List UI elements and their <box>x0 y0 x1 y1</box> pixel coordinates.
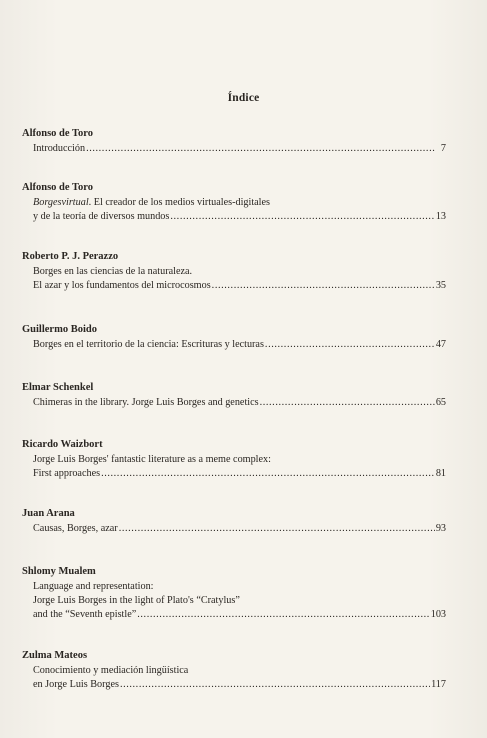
entry-title-italic: Borgesvirtual <box>33 197 89 208</box>
toc-entry <box>22 128 446 156</box>
entry-title-text: . El creador de los medios virtuales-digitales <box>88 197 270 208</box>
entry-title-line <box>22 196 446 210</box>
entry-page-number: 35 <box>435 280 446 291</box>
entry-title-line <box>22 580 446 594</box>
entry-title-text: El azar y los fundamentos del microcosmos <box>33 280 211 291</box>
entry-title-text: Jorge Luis Borges in the light of Plato's “Cratylus” <box>33 595 240 606</box>
entry-title-line <box>22 210 446 224</box>
entry-author: Juan Arana <box>22 508 75 519</box>
leader-dots <box>170 210 434 224</box>
entry-title-line <box>22 338 446 352</box>
entry-title-text: Language and representation: <box>33 581 154 592</box>
entry-author: Zulma Mateos <box>22 650 88 661</box>
entry-title-text: Causas, Borges, azar <box>33 523 118 534</box>
entry-title-text: y de la teoría de diversos mundos <box>33 211 170 222</box>
entry-title-text: Introducción <box>33 143 86 154</box>
leader-dots <box>265 338 435 352</box>
entry-title-text: and the “Seventh epistle” <box>33 609 137 620</box>
entry-title-text: Borges en las ciencias de la naturaleza. <box>33 266 193 277</box>
entry-title-line <box>22 265 446 279</box>
toc-entry <box>22 439 446 481</box>
entry-page-number: 7 <box>440 143 446 154</box>
entry-title-text: Jorge Luis Borges' fantastic literature as a meme complex: <box>33 454 271 465</box>
leader-dots <box>212 279 435 293</box>
leader-dots <box>120 678 430 692</box>
entry-page-number: 47 <box>435 339 446 350</box>
entry-title-line <box>22 678 446 692</box>
entry-page-number: 65 <box>435 397 446 408</box>
entry-page-number: 103 <box>430 609 446 620</box>
entry-title-line <box>22 142 446 156</box>
entry-title-line <box>22 279 446 293</box>
entry-page-number: 81 <box>435 468 446 479</box>
toc-entry <box>22 251 446 293</box>
leader-dots <box>86 142 435 156</box>
entry-title-line <box>22 396 446 410</box>
toc-entry <box>22 182 446 224</box>
entry-page-number: 117 <box>431 679 446 690</box>
entry-author: Alfonso de Toro <box>22 182 93 193</box>
entry-title-line <box>22 664 446 678</box>
entry-author: Alfonso de Toro <box>22 128 93 139</box>
toc-entry <box>22 508 446 536</box>
entry-title-line <box>22 467 446 481</box>
toc-entry <box>22 324 446 352</box>
leader-dots <box>119 522 435 536</box>
entry-title-line <box>22 608 446 622</box>
entry-page-number: 13 <box>435 211 446 222</box>
entry-title-text: Borges en el territorio de la ciencia: Escrituras y lecturas <box>33 339 264 350</box>
toc-entry <box>22 650 446 692</box>
entry-author: Shlomy Mualem <box>22 566 96 577</box>
leader-dots <box>101 467 435 481</box>
entry-title-text: First approaches <box>33 468 101 479</box>
toc-entry <box>22 382 446 410</box>
entry-author: Guillermo Boido <box>22 324 97 335</box>
leader-dots <box>137 608 429 622</box>
entry-title-text: en Jorge Luis Borges <box>33 679 119 690</box>
entry-title-line <box>22 453 446 467</box>
entry-author: Ricardo Waizbort <box>22 439 103 450</box>
entry-author: Roberto P. J. Perazzo <box>22 251 119 262</box>
toc-entry <box>22 566 446 622</box>
page-title: Índice <box>227 92 260 104</box>
entry-page-number: 93 <box>435 523 446 534</box>
entry-title-text: Chimeras in the library. Jorge Luis Borges and genetics <box>33 397 259 408</box>
entry-title-text: Conocimiento y mediación lingüística <box>33 665 189 676</box>
leader-dots <box>260 396 435 410</box>
entry-title-line <box>22 522 446 536</box>
entry-title-line <box>22 594 446 608</box>
entry-author: Elmar Schenkel <box>22 382 94 393</box>
